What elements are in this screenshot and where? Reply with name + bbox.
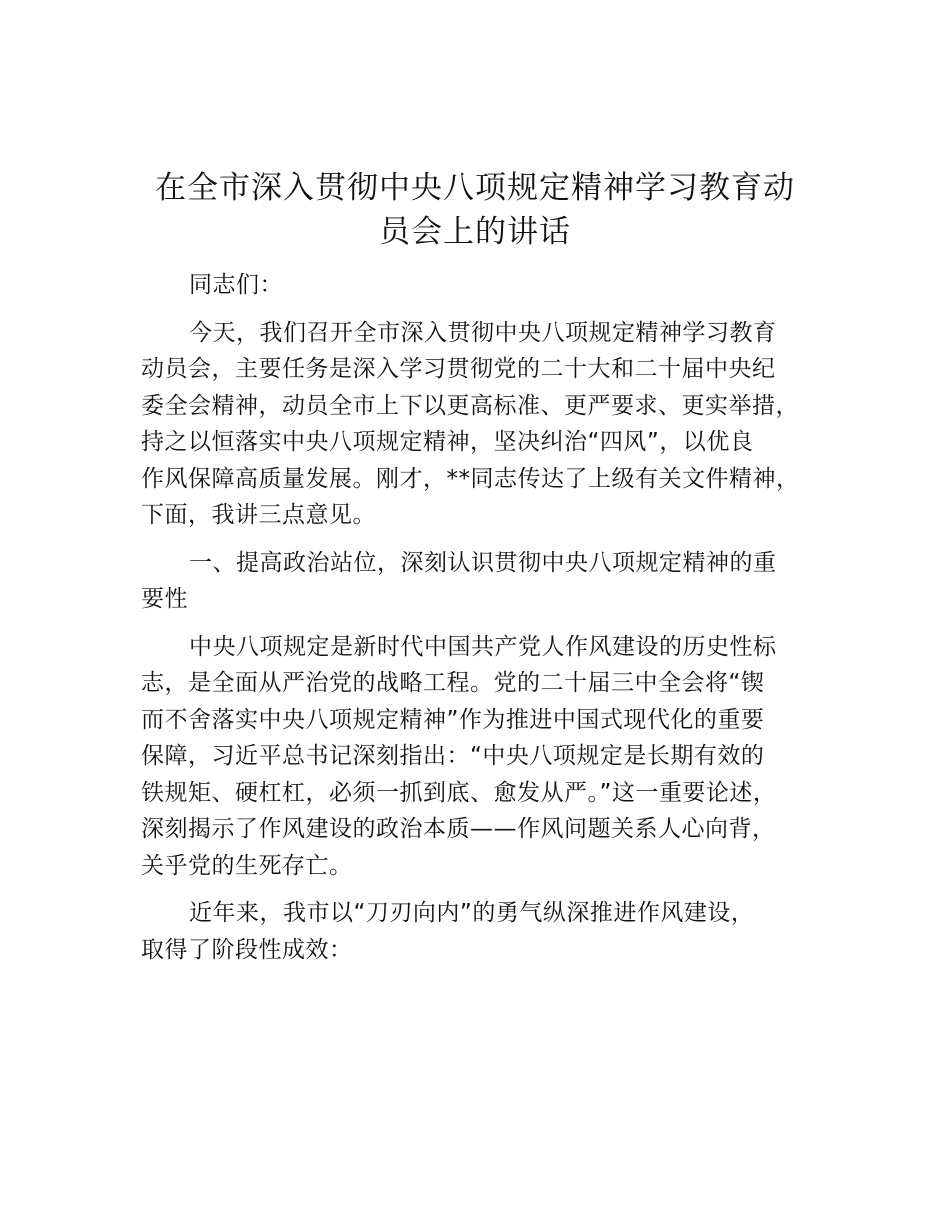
text-line: 而不舍落实中央八项规定精神”作为推进中国式现代化的重要: [141, 706, 765, 733]
text-line: 一、提高政治站位，深刻认识贯彻中央八项规定精神的重: [189, 549, 777, 576]
text-line: 动员会，主要任务是深入学习贯彻党的二十大和二十届中央纪: [141, 356, 776, 382]
body-paragraph: [141, 895, 841, 968]
title-line: 员会上的讲话: [379, 214, 571, 250]
document-body: [141, 267, 841, 979]
text-line: 关乎党的生死存亡。: [141, 852, 353, 879]
text-line: 志，是全面从严治党的战略工程。党的二十届三中全会将“锲: [141, 670, 765, 696]
body-paragraph: [141, 629, 841, 885]
text-line: 下面，我讲三点意见。: [141, 502, 376, 528]
text-line: 作风保障高质量发展。刚才，**同志传达了上级有关文件精神，: [141, 465, 800, 492]
title-line: 在全市深入贯彻中央八项规定精神学习教育动: [155, 170, 795, 206]
intro-paragraph: [141, 315, 841, 534]
section-heading-paragraph: [141, 545, 841, 618]
text-line: 同志们：: [189, 272, 283, 298]
document-title: [130, 166, 820, 254]
text-line: 铁规矩、硬杠杠，必须一抓到底、愈发从严。”这一重要论述，: [141, 779, 777, 806]
text-line: 取得了阶段性成效：: [141, 936, 353, 963]
text-line: 保障，习近平总书记深刻指出：“中央八项规定是长期有效的: [141, 743, 765, 769]
text-line: 深刻揭示了作风建设的政治本质——作风问题关系人心向背，: [141, 816, 776, 842]
text-line: 今天，我们召开全市深入贯彻中央八项规定精神学习教育: [189, 319, 777, 346]
text-line: 要性: [141, 586, 188, 612]
text-line: 持之以恒落实中央八项规定精神，坚决纠治“四风”，以优良: [141, 429, 754, 455]
text-line: 中央八项规定是新时代中国共产党人作风建设的历史性标: [189, 633, 777, 660]
salutation-paragraph: [141, 267, 841, 304]
text-line: 近年来，我市以“刀刃向内”的勇气纵深推进作风建设，: [189, 900, 755, 926]
text-line: 委全会精神，动员全市上下以更高标准、更严要求、更实举措，: [141, 392, 799, 419]
